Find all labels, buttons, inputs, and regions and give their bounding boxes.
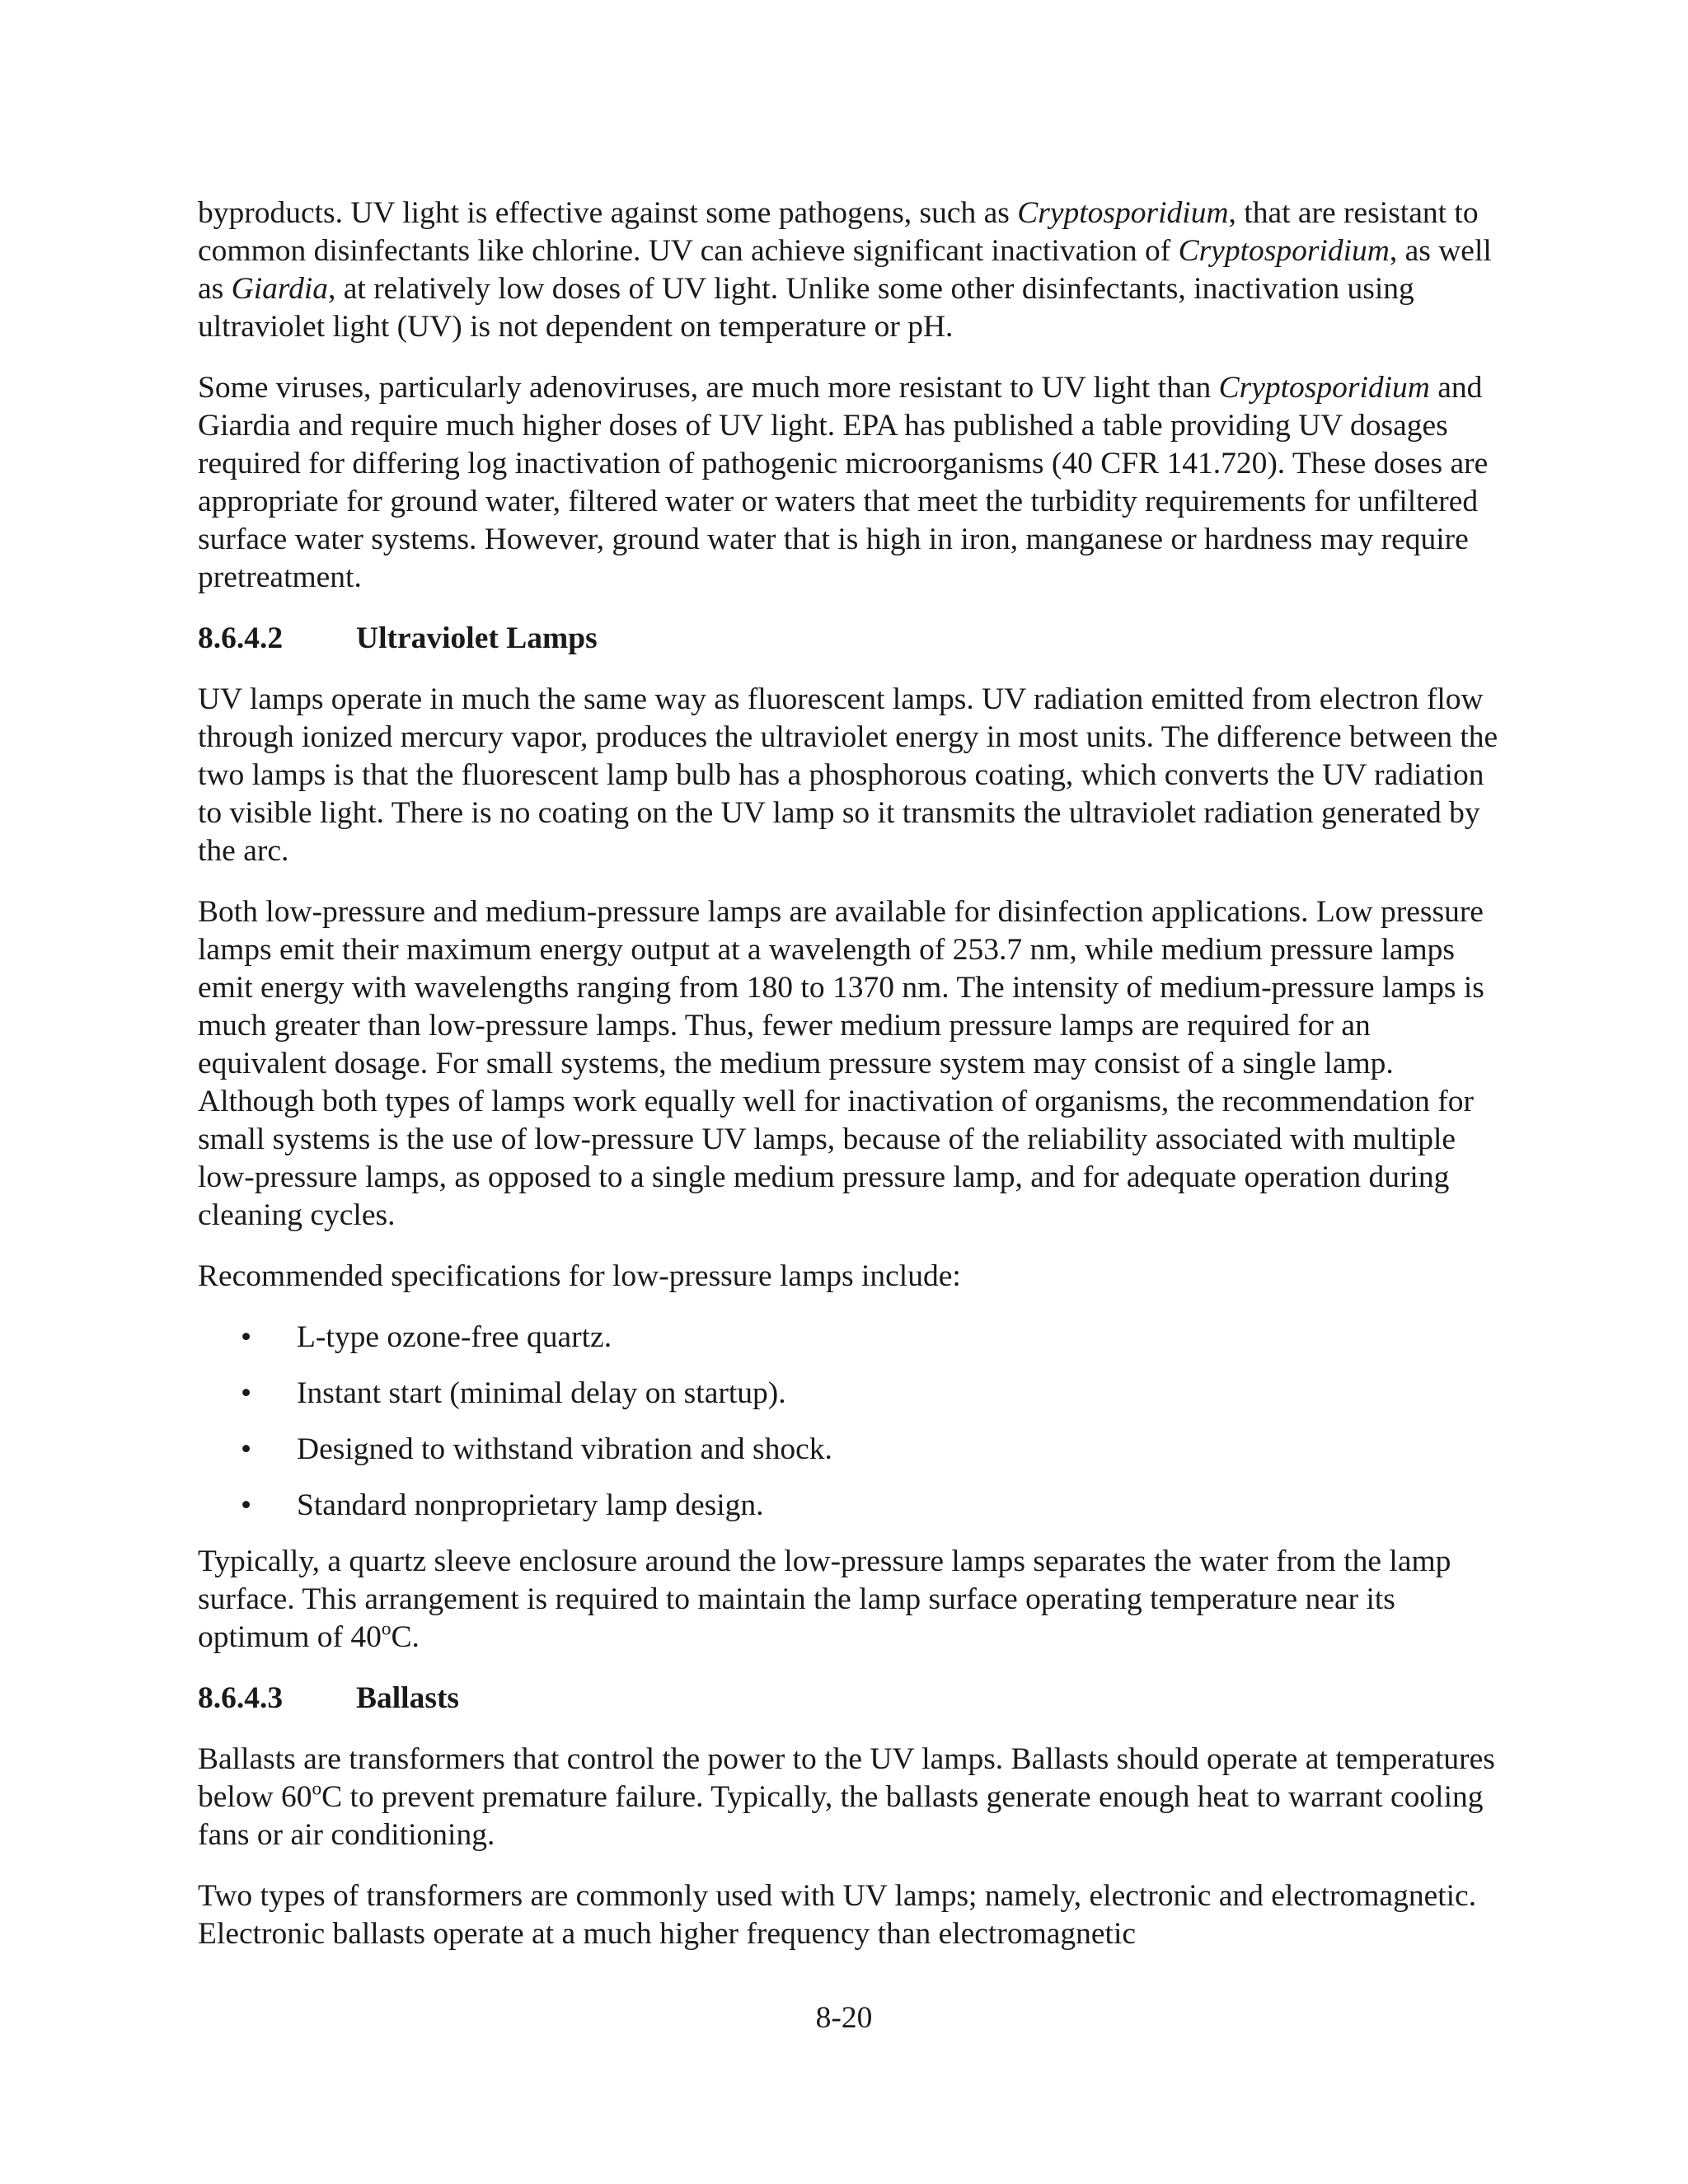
section-title: Ultraviolet Lamps	[356, 621, 598, 655]
text-run: Recommended specifications for low-pressure lamps include:	[198, 1259, 961, 1293]
section-number: 8.6.4.2	[198, 621, 284, 655]
section-heading-ultraviolet-lamps	[198, 620, 1500, 658]
section-heading-ballasts	[198, 1680, 1500, 1718]
bullet-icon: •	[241, 1488, 252, 1522]
paragraph-viruses	[198, 369, 1500, 597]
paragraph-transformer-types	[198, 1877, 1500, 1953]
paragraph-quartz-sleeve	[198, 1543, 1500, 1657]
paragraph-ballasts	[198, 1741, 1500, 1854]
text-run: byproducts. UV light is effective against some pathogens, such as	[198, 196, 1018, 230]
paragraph-uv-lamps-operation	[198, 681, 1500, 870]
text-run: Some viruses, particularly adenoviruses, are much more resistant to UV light than	[198, 371, 1219, 405]
text-run: Typically, a quartz sleeve enclosure around the low-pressure lamps separates the water from the lamp surface. This arrangement is required to maintain the lamp surface operating temperature near its optimum of 40	[198, 1544, 1451, 1654]
paragraph-lamp-pressure-types	[198, 893, 1500, 1235]
bullet-icon: •	[241, 1432, 252, 1466]
list-item	[198, 1487, 1500, 1525]
list-item-text: L-type ozone-free quartz.	[297, 1320, 612, 1354]
specifications-list	[198, 1319, 1500, 1525]
text-run: , that are resistant to common disinfectants like chlorine. UV can achieve significant inactivation of	[198, 196, 1479, 268]
list-item	[198, 1375, 1500, 1413]
text-run: Ballasts are transformers that control the power to the UV lamps. Ballasts should operate at temperatures below 60	[198, 1742, 1495, 1814]
list-item-text: Standard nonproprietary lamp design.	[297, 1488, 764, 1522]
text-run: UV lamps operate in much the same way as fluorescent lamps. UV radiation emitted from electron flow through ionized mercury vapor, produces the ultraviolet energy in most units. The difference between the two lamps is that the fluorescent lamp bulb has a phosphorous coating, which converts the UV radiation to visible light. There is no coating on the UV lamp so it transmits the ultraviolet radiation generated by the arc.	[198, 682, 1498, 868]
list-item	[198, 1431, 1500, 1469]
list-item-text: Instant start (minimal delay on startup).	[297, 1376, 786, 1410]
bullet-icon: •	[241, 1320, 252, 1354]
text-run: Two types of transformers are commonly used with UV lamps; namely, electronic and electromagnetic. Electronic ballasts operate at a much higher frequency than electromagnetic	[198, 1879, 1477, 1951]
list-item	[198, 1319, 1500, 1357]
italic-term: Cryptosporidium	[1178, 234, 1390, 268]
text-run: Both low-pressure and medium-pressure lamps are available for disinfection applications. Low pressure lamps emit their maximum energy output at a wavelength of 253.7 nm, while medium pressure lamps emit energy with wavelengths ranging from 180 to 1370 nm. The intensity of medium-pressure lamps is much greater than low-pressure lamps. Thus, fewer medium pressure lamps are required for an equivalent dosage. For small systems, the medium pressure system may consist of a single lamp. Although both types of lamps work equally well for inactivation of organisms, the recommendation for small systems is the use of low-pressure UV lamps, because of the reliability associated with multiple low-pressure lamps, as opposed to a single medium pressure lamp, and for adequate operation during cleaning cycles.	[198, 895, 1484, 1232]
degree-superscript: o	[381, 1618, 392, 1640]
italic-term: Giardia	[231, 272, 328, 306]
text-run: , as well as	[198, 234, 1492, 306]
text-run: and Giardia and require much higher doses of UV light. EPA has published a table providing UV dosages required for differing log inactivation of pathogenic microorganisms (40 CFR 141.720). These doses are appropriate for ground water, filtered water or waters that meet the turbidity requirements for unfiltered surface water systems. However, ground water that is high in iron, manganese or hardness may require pretreatment.	[198, 371, 1489, 594]
section-number: 8.6.4.3	[198, 1681, 284, 1715]
page-number: 8-20	[815, 2001, 873, 2035]
list-item-text: Designed to withstand vibration and shock.	[297, 1432, 832, 1466]
paragraph-uv-effectiveness	[198, 194, 1500, 346]
section-title: Ballasts	[356, 1681, 460, 1715]
paragraph-recommended-specs	[198, 1258, 1500, 1296]
bullet-icon: •	[241, 1376, 252, 1410]
italic-term: Cryptosporidium	[1017, 196, 1229, 230]
degree-superscript: o	[312, 1778, 322, 1800]
text-run: C.	[391, 1620, 420, 1654]
italic-term: Cryptosporidium	[1218, 371, 1430, 405]
document-page	[198, 194, 1500, 1976]
text-run: C to prevent premature failure. Typically, the ballasts generate enough heat to warrant cooling fans or air conditioning.	[198, 1780, 1484, 1852]
text-run: , at relatively low doses of UV light. Unlike some other disinfectants, inactivation using ultraviolet light (UV) is not dependent on temperature or pH.	[198, 272, 1414, 344]
